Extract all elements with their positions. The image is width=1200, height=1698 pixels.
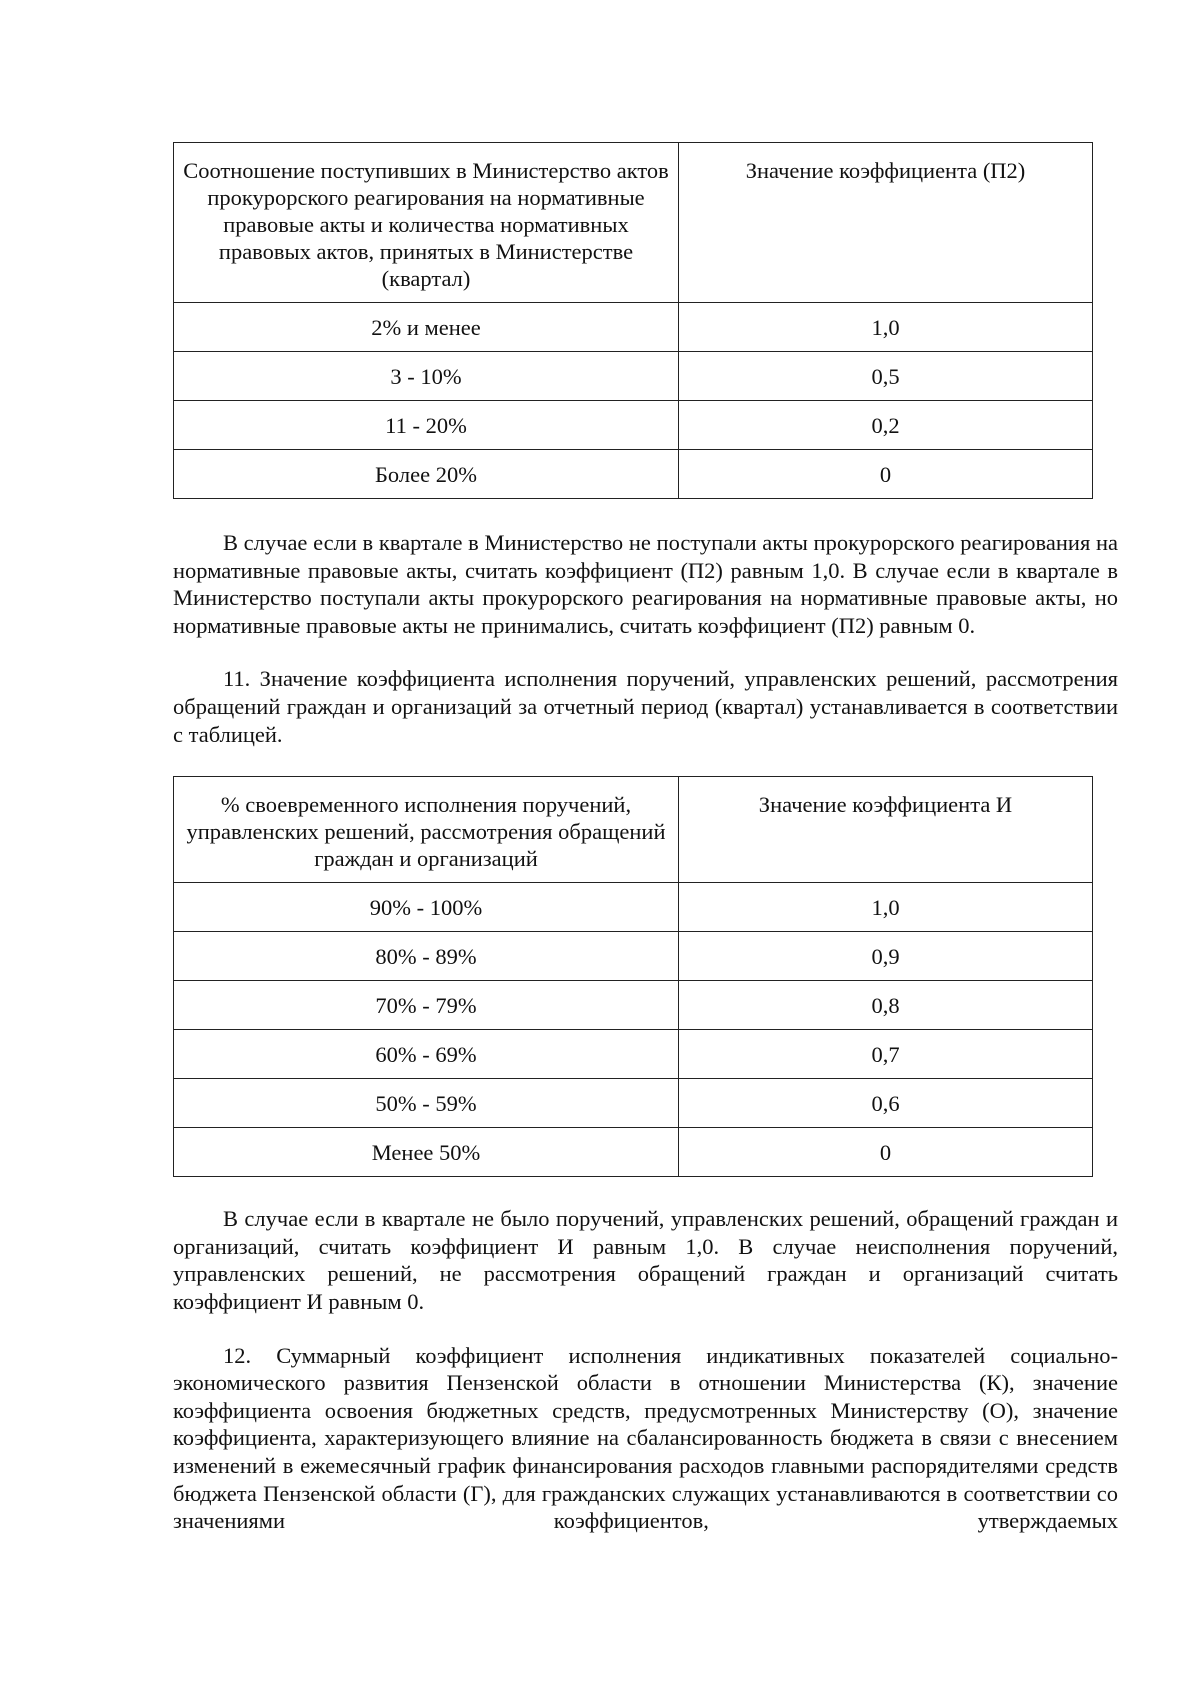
table-row bbox=[174, 303, 1093, 352]
paragraph-p2-conditions: В случае если в квартале в Министерство не поступали акты прокурорского реагирования на нормативные правовые акты, считать коэффициент (П2) равным 1,0. В случае если в квартале в Министерство поступали акты прокурорского реагирования на нормативные правовые акты, но нормативные правовые акты не принимались, считать коэффициент (П2) равным 0. bbox=[173, 530, 1118, 638]
table-cell-value: 0,9 bbox=[679, 932, 1093, 981]
execution-coefficient-table bbox=[173, 776, 1093, 1177]
table-cell-range: 50% - 59% bbox=[174, 1079, 679, 1128]
paragraph-i-conditions: В случае если в квартале не было поручений, управленских решений, обращений граждан и организаций, считать коэффициент И равным 1,0. В случае неисполнения поручений, управленских решений, не рассмотрения обращений граждан и организаций считать коэффициент И равным 0. bbox=[173, 1206, 1118, 1314]
table-cell-range: 2% и менее bbox=[174, 303, 679, 352]
table-row bbox=[174, 1128, 1093, 1177]
document-page bbox=[173, 142, 1118, 1535]
table-row bbox=[174, 401, 1093, 450]
table-cell-value: 1,0 bbox=[679, 303, 1093, 352]
table-row bbox=[174, 932, 1093, 981]
table-cell-range: 70% - 79% bbox=[174, 981, 679, 1030]
table-row bbox=[174, 883, 1093, 932]
prosecutor-response-coefficient-table bbox=[173, 142, 1093, 499]
paragraph-section-11: 11. Значение коэффициента исполнения поручений, управленских решений, рассмотрения обращений граждан и организаций за отчетный период (квартал) устанавливается в соответствии с таблицей. bbox=[173, 666, 1118, 747]
table-row bbox=[174, 1030, 1093, 1079]
table-header-coefficient: Значение коэффициента (П2) bbox=[679, 143, 1093, 303]
table-cell-value: 0 bbox=[679, 1128, 1093, 1177]
table-cell-range: 11 - 20% bbox=[174, 401, 679, 450]
table-cell-range: 80% - 89% bbox=[174, 932, 679, 981]
table-cell-value: 0 bbox=[679, 450, 1093, 499]
table-cell-value: 0,2 bbox=[679, 401, 1093, 450]
table-row bbox=[174, 450, 1093, 499]
table-cell-value: 0,5 bbox=[679, 352, 1093, 401]
table-cell-range: 90% - 100% bbox=[174, 883, 679, 932]
table-cell-value: 0,8 bbox=[679, 981, 1093, 1030]
table-cell-range: 60% - 69% bbox=[174, 1030, 679, 1079]
table-header-ratio: Соотношение поступивших в Министерство актов прокурорского реагирования на нормативные правовые акты и количества нормативных правовых актов, принятых в Министерстве (квартал) bbox=[174, 143, 679, 303]
table-header-execution-percent: % своевременного исполнения поручений, управленских решений, рассмотрения обращений граждан и организаций bbox=[174, 777, 679, 883]
table-cell-range: Более 20% bbox=[174, 450, 679, 499]
paragraph-section-12: 12. Суммарный коэффициент исполнения индикативных показателей социально-экономического развития Пензенской области в отношении Министерства (К), значение коэффициента освоения бюджетных средств, предусмотренных Министерству (О), значение коэффициента, характеризующего влияние на сбалансированность бюджета в связи с внесением изменений в ежемесячный график финансирования расходов главными распорядителями средств бюджета Пензенской области (Г), для гражданских служащих устанавливаются в соответствии со значениями коэффициентов, утверждаемых bbox=[173, 1342, 1118, 1534]
table-row bbox=[174, 981, 1093, 1030]
table-row bbox=[174, 1079, 1093, 1128]
table-cell-range: Менее 50% bbox=[174, 1128, 679, 1177]
table-cell-range: 3 - 10% bbox=[174, 352, 679, 401]
table-cell-value: 1,0 bbox=[679, 883, 1093, 932]
table-cell-value: 0,6 bbox=[679, 1079, 1093, 1128]
table-cell-value: 0,7 bbox=[679, 1030, 1093, 1079]
table-header-coefficient: Значение коэффициента И bbox=[679, 777, 1093, 883]
table-row bbox=[174, 352, 1093, 401]
table-header-row bbox=[174, 777, 1093, 883]
table-header-row bbox=[174, 143, 1093, 303]
